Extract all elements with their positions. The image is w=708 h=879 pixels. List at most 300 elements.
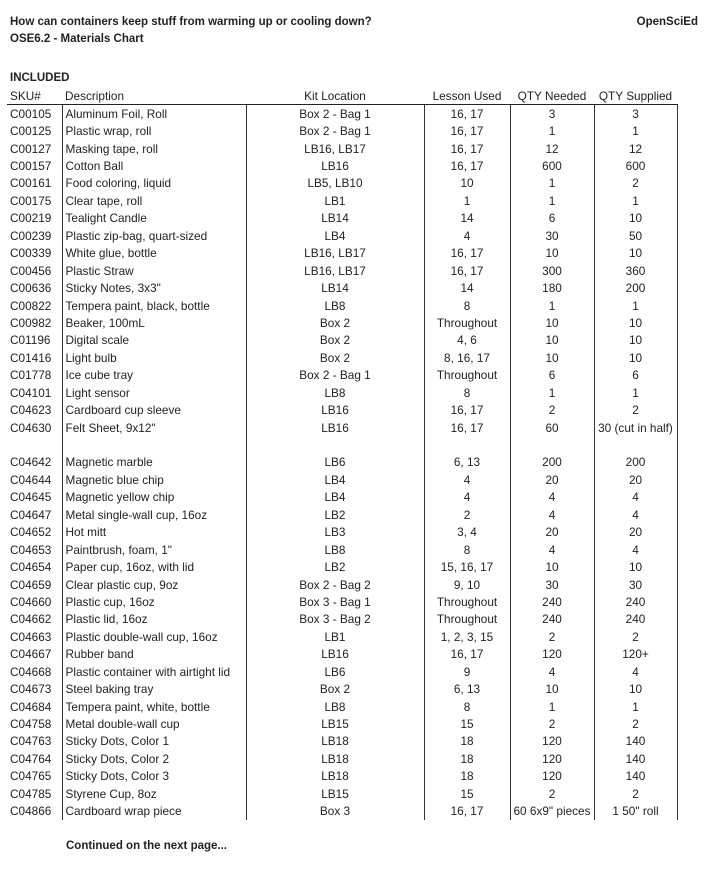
cell-qty-supplied: 2	[594, 628, 677, 645]
cell-sku: C04101	[10, 385, 52, 400]
cell-description: Sticky Dots, Color 2	[62, 750, 246, 767]
table-row	[7, 297, 677, 314]
cell-qty-needed: 30	[545, 577, 559, 592]
cell-sku: C01778	[10, 368, 52, 383]
cell-description: Plastic cup, 16oz	[62, 593, 246, 610]
cell-description: Rubber band	[62, 646, 246, 663]
page-title: How can containers keep stuff from warming up or cooling down?	[10, 16, 372, 28]
table-header-row	[7, 88, 677, 105]
cell-kit-location: LB16, LB17	[304, 263, 366, 278]
table-row	[7, 314, 677, 331]
cell-lesson-used: 15	[424, 715, 510, 732]
cell-qty-needed: 1	[548, 193, 556, 208]
cell-qty-supplied: 1	[594, 384, 677, 401]
cell-description: Beaker, 100mL	[62, 314, 246, 331]
table-row	[7, 332, 677, 349]
cell-kit-location: LB16	[321, 647, 349, 662]
cell-qty-supplied: 1	[594, 122, 677, 139]
table-row	[7, 245, 677, 262]
cell-qty-supplied: 4	[594, 663, 677, 680]
table-row	[7, 733, 677, 750]
cell-qty-needed: 20	[545, 472, 559, 487]
cell-qty-supplied: 4	[594, 506, 677, 523]
cell-description: Tealight Candle	[62, 210, 246, 227]
cell-sku: C04645	[10, 490, 52, 505]
cell-qty-needed: 120	[542, 647, 562, 662]
cell-kit-location: LB16, LB17	[304, 246, 366, 261]
cell-qty-needed: 240	[542, 612, 562, 627]
cell-qty-supplied: 1 50" roll	[594, 803, 677, 820]
cell-kit-location: Box 3 - Bag 2	[299, 612, 371, 627]
cell-qty-needed: 4	[548, 664, 556, 679]
cell-qty-needed: 10	[545, 315, 559, 330]
cell-kit-location: LB8	[324, 699, 346, 714]
cell-kit-location: LB2	[324, 507, 346, 522]
cell-qty-needed: 10	[545, 246, 559, 261]
cell-lesson-used: 14	[424, 279, 510, 296]
cell-qty-supplied: 12	[594, 140, 677, 157]
table-row	[7, 768, 677, 785]
cell-qty-needed: 240	[542, 594, 562, 609]
cell-qty-supplied: 3	[594, 105, 677, 123]
cell-qty-needed: 1	[548, 176, 556, 191]
table-row	[7, 279, 677, 296]
cell-lesson-used: 6, 13	[424, 454, 510, 471]
cell-sku: C04647	[10, 507, 52, 522]
cell-kit-location: LB18	[321, 734, 349, 749]
cell-qty-supplied: 140	[594, 750, 677, 767]
cell-qty-needed: 2	[548, 629, 556, 644]
cell-sku: C04654	[10, 560, 52, 575]
cell-qty-supplied: 30 (cut in half)	[594, 419, 677, 436]
cell-lesson-used: 9	[424, 663, 510, 680]
cell-lesson-used: 8	[424, 698, 510, 715]
cell-kit-location: LB1	[324, 629, 346, 644]
cell-sku: C00161	[10, 176, 52, 191]
cell-lesson-used: 16, 17	[424, 803, 510, 820]
cell-sku: C04763	[10, 734, 52, 749]
cell-description: Steel baking tray	[62, 680, 246, 697]
cell-description: Metal double-wall cup	[62, 715, 246, 732]
column-header-qty-supplied: QTY Supplied	[594, 88, 677, 105]
cell-qty-needed: 10	[545, 682, 559, 697]
cell-kit-location: LB16	[321, 403, 349, 418]
cell-qty-supplied: 2	[594, 785, 677, 802]
cell-qty-needed: 4	[548, 507, 556, 522]
cell-qty-supplied: 1	[594, 297, 677, 314]
spacer-cell	[424, 436, 510, 453]
section-label-included: INCLUDED	[10, 72, 70, 84]
cell-description: Plastic wrap, roll	[62, 122, 246, 139]
cell-description: Cardboard wrap piece	[62, 803, 246, 820]
cell-sku: C04663	[10, 629, 52, 644]
cell-qty-needed: 1	[548, 298, 556, 313]
table-row	[7, 646, 677, 663]
table-row	[7, 541, 677, 558]
brand-name: OpenSciEd	[636, 16, 698, 28]
table-row	[7, 715, 677, 732]
cell-lesson-used: 8	[424, 297, 510, 314]
cell-lesson-used: 16, 17	[424, 105, 510, 123]
cell-qty-supplied: 20	[594, 524, 677, 541]
cell-sku: C04758	[10, 717, 52, 732]
cell-kit-location: LB5, LB10	[307, 176, 363, 191]
cell-qty-supplied: 10	[594, 558, 677, 575]
cell-sku: C04667	[10, 647, 52, 662]
cell-qty-needed: 600	[542, 159, 562, 174]
cell-sku: C04668	[10, 664, 52, 679]
cell-kit-location: Box 3 - Bag 1	[299, 594, 371, 609]
cell-sku: C00127	[10, 141, 52, 156]
cell-qty-needed: 4	[548, 542, 556, 557]
cell-qty-supplied: 200	[594, 454, 677, 471]
cell-sku: C01416	[10, 350, 52, 365]
cell-qty-supplied: 10	[594, 245, 677, 262]
table-row	[7, 349, 677, 366]
column-header-kit-location: Kit Location	[246, 88, 424, 105]
cell-lesson-used: 16, 17	[424, 646, 510, 663]
table-row	[7, 122, 677, 139]
cell-sku: C04630	[10, 420, 52, 435]
cell-description: Magnetic blue chip	[62, 471, 246, 488]
cell-qty-supplied: 50	[594, 227, 677, 244]
cell-lesson-used: 16, 17	[424, 157, 510, 174]
cell-kit-location: LB18	[321, 751, 349, 766]
cell-sku: C04684	[10, 699, 52, 714]
cell-description: Sticky Notes, 3x3"	[62, 279, 246, 296]
cell-description: Aluminum Foil, Roll	[62, 105, 246, 123]
cell-qty-supplied: 30	[594, 576, 677, 593]
cell-qty-needed: 1	[548, 699, 556, 714]
cell-qty-needed: 10	[545, 350, 559, 365]
materials-table-body	[7, 105, 677, 820]
table-row	[7, 105, 677, 123]
cell-sku: C04623	[10, 403, 52, 418]
cell-qty-needed: 4	[548, 490, 556, 505]
table-row	[7, 558, 677, 575]
cell-lesson-used: Throughout	[424, 593, 510, 610]
cell-sku: C00105	[10, 106, 52, 121]
column-header-lesson-used: Lesson Used	[424, 88, 510, 105]
cell-lesson-used: 15	[424, 785, 510, 802]
cell-sku: C00456	[10, 263, 52, 278]
cell-qty-supplied: 1	[594, 698, 677, 715]
cell-sku: C04673	[10, 682, 52, 697]
cell-sku: C00219	[10, 211, 52, 226]
cell-kit-location: LB8	[324, 385, 346, 400]
cell-sku: C04785	[10, 786, 52, 801]
table-row	[7, 524, 677, 541]
cell-sku: C00157	[10, 159, 52, 174]
cell-lesson-used: 6, 13	[424, 680, 510, 697]
table-row	[7, 384, 677, 401]
cell-qty-needed: 10	[545, 333, 559, 348]
cell-sku: C00982	[10, 315, 52, 330]
cell-description: Felt Sheet, 9x12"	[62, 419, 246, 436]
cell-qty-needed: 2	[548, 786, 556, 801]
cell-description: Cardboard cup sleeve	[62, 401, 246, 418]
cell-qty-supplied: 600	[594, 157, 677, 174]
cell-lesson-used: 10	[424, 175, 510, 192]
cell-kit-location: Box 2 - Bag 1	[299, 368, 371, 383]
cell-sku: C04653	[10, 542, 52, 557]
cell-lesson-used: 1	[424, 192, 510, 209]
cell-sku: C00822	[10, 298, 52, 313]
cell-qty-supplied: 1	[594, 192, 677, 209]
cell-sku: C00636	[10, 281, 52, 296]
cell-qty-supplied: 4	[594, 489, 677, 506]
cell-lesson-used: 18	[424, 733, 510, 750]
cell-qty-supplied: 240	[594, 611, 677, 628]
cell-qty-supplied: 360	[594, 262, 677, 279]
cell-kit-location: LB8	[324, 298, 346, 313]
cell-qty-supplied: 2	[594, 715, 677, 732]
cell-kit-location: Box 3	[319, 804, 351, 819]
cell-kit-location: LB18	[321, 769, 349, 784]
cell-lesson-used: 15, 16, 17	[424, 558, 510, 575]
cell-kit-location: LB6	[324, 664, 346, 679]
cell-qty-supplied: 140	[594, 733, 677, 750]
cell-description: Styrene Cup, 8oz	[62, 785, 246, 802]
cell-description: Cotton Ball	[62, 157, 246, 174]
cell-kit-location: Box 2 - Bag 1	[299, 106, 371, 121]
cell-kit-location: Box 2 - Bag 2	[299, 577, 371, 592]
cell-qty-needed: 120	[542, 734, 562, 749]
cell-description: Plastic zip-bag, quart-sized	[62, 227, 246, 244]
cell-qty-supplied: 6	[594, 367, 677, 384]
cell-qty-supplied: 4	[594, 541, 677, 558]
cell-qty-needed: 12	[545, 141, 559, 156]
cell-qty-supplied: 10	[594, 332, 677, 349]
cell-description: Magnetic yellow chip	[62, 489, 246, 506]
cell-qty-supplied: 2	[594, 401, 677, 418]
cell-sku: C04659	[10, 577, 52, 592]
cell-description: Light bulb	[62, 349, 246, 366]
table-row	[7, 157, 677, 174]
table-row	[7, 140, 677, 157]
cell-description: Tempera paint, black, bottle	[62, 297, 246, 314]
cell-qty-needed: 120	[542, 769, 562, 784]
cell-qty-supplied: 140	[594, 768, 677, 785]
cell-lesson-used: 8	[424, 541, 510, 558]
cell-lesson-used: 2	[424, 506, 510, 523]
table-row	[7, 454, 677, 471]
cell-description: Ice cube tray	[62, 367, 246, 384]
cell-sku: C04644	[10, 472, 52, 487]
cell-qty-needed: 2	[548, 403, 556, 418]
cell-kit-location: LB2	[324, 560, 346, 575]
spacer-cell	[594, 436, 677, 453]
cell-kit-location: LB16, LB17	[304, 141, 366, 156]
cell-description: Plastic container with airtight lid	[62, 663, 246, 680]
cell-description: Hot mitt	[62, 524, 246, 541]
cell-lesson-used: 9, 10	[424, 576, 510, 593]
cell-description: Metal single-wall cup, 16oz	[62, 506, 246, 523]
cell-description: Clear tape, roll	[62, 192, 246, 209]
table-row	[7, 750, 677, 767]
spacer-cell	[62, 436, 246, 453]
cell-lesson-used: 8	[424, 384, 510, 401]
table-row	[7, 401, 677, 418]
table-row	[7, 489, 677, 506]
table-row	[7, 663, 677, 680]
page-subtitle: OSE6.2 - Materials Chart	[10, 33, 144, 45]
cell-lesson-used: 4	[424, 227, 510, 244]
cell-lesson-used: 16, 17	[424, 419, 510, 436]
table-row	[7, 367, 677, 384]
cell-sku: C04662	[10, 612, 52, 627]
cell-qty-needed: 60 6x9" pieces	[513, 804, 591, 819]
table-row	[7, 227, 677, 244]
cell-lesson-used: Throughout	[424, 611, 510, 628]
cell-lesson-used: 18	[424, 768, 510, 785]
table-row	[7, 628, 677, 645]
cell-kit-location: Box 2	[319, 315, 351, 330]
column-header-description: Description	[62, 88, 246, 105]
cell-description: Sticky Dots, Color 1	[62, 733, 246, 750]
cell-qty-needed: 120	[542, 751, 562, 766]
cell-kit-location: LB14	[321, 281, 349, 296]
spacer-cell	[510, 436, 594, 453]
cell-kit-location: Box 2	[319, 333, 351, 348]
cell-sku: C04764	[10, 751, 52, 766]
cell-kit-location: LB8	[324, 542, 346, 557]
cell-kit-location: LB4	[324, 490, 346, 505]
table-row	[7, 175, 677, 192]
column-header-qty-needed: QTY Needed	[510, 88, 594, 105]
cell-lesson-used: 8, 16, 17	[424, 349, 510, 366]
continued-note: Continued on the next page...	[66, 840, 227, 852]
cell-kit-location: LB16	[321, 159, 349, 174]
cell-description: Digital scale	[62, 332, 246, 349]
cell-qty-needed: 180	[542, 281, 562, 296]
table-row	[7, 680, 677, 697]
cell-qty-supplied: 120+	[594, 646, 677, 663]
table-row	[7, 785, 677, 802]
materials-table	[7, 88, 678, 820]
cell-kit-location: Box 2	[319, 350, 351, 365]
cell-kit-location: Box 2 - Bag 1	[299, 124, 371, 139]
cell-lesson-used: Throughout	[424, 367, 510, 384]
cell-description: Light sensor	[62, 384, 246, 401]
cell-qty-supplied: 200	[594, 279, 677, 296]
cell-kit-location: LB16	[321, 420, 349, 435]
cell-sku: C01196	[10, 333, 51, 348]
cell-kit-location: LB6	[324, 455, 346, 470]
spacer-cell	[7, 436, 62, 453]
cell-description: Food coloring, liquid	[62, 175, 246, 192]
cell-lesson-used: 1, 2, 3, 15	[424, 628, 510, 645]
cell-qty-needed: 30	[545, 228, 559, 243]
cell-sku: C04866	[10, 804, 52, 819]
cell-qty-needed: 2	[548, 717, 556, 732]
cell-qty-supplied: 10	[594, 680, 677, 697]
table-spacer-row	[7, 436, 677, 453]
cell-kit-location: LB1	[324, 193, 346, 208]
table-row	[7, 698, 677, 715]
cell-sku: C00239	[10, 228, 52, 243]
cell-qty-supplied: 2	[594, 175, 677, 192]
cell-qty-needed: 3	[548, 106, 556, 121]
cell-kit-location: LB14	[321, 211, 349, 226]
cell-lesson-used: 16, 17	[424, 401, 510, 418]
spacer-cell	[246, 436, 424, 453]
table-row	[7, 262, 677, 279]
cell-sku: C04642	[10, 455, 52, 470]
table-row	[7, 192, 677, 209]
cell-qty-needed: 20	[545, 525, 559, 540]
cell-qty-needed: 60	[545, 420, 559, 435]
table-row	[7, 506, 677, 523]
cell-description: Sticky Dots, Color 3	[62, 768, 246, 785]
cell-lesson-used: 18	[424, 750, 510, 767]
cell-description: Tempera paint, white, bottle	[62, 698, 246, 715]
cell-lesson-used: 4	[424, 471, 510, 488]
cell-description: Masking tape, roll	[62, 140, 246, 157]
cell-qty-supplied: 10	[594, 210, 677, 227]
cell-lesson-used: 16, 17	[424, 245, 510, 262]
cell-lesson-used: 16, 17	[424, 140, 510, 157]
cell-description: Paintbrush, foam, 1"	[62, 541, 246, 558]
cell-lesson-used: 4, 6	[424, 332, 510, 349]
table-row	[7, 593, 677, 610]
table-row	[7, 803, 677, 820]
cell-kit-location: LB4	[324, 228, 346, 243]
table-row	[7, 576, 677, 593]
table-row	[7, 471, 677, 488]
cell-sku: C04660	[10, 594, 52, 609]
cell-lesson-used: 16, 17	[424, 262, 510, 279]
cell-sku: C00125	[10, 124, 52, 139]
cell-lesson-used: 14	[424, 210, 510, 227]
cell-qty-supplied: 10	[594, 314, 677, 331]
cell-description: Paper cup, 16oz, with lid	[62, 558, 246, 575]
cell-description: Plastic lid, 16oz	[62, 611, 246, 628]
cell-lesson-used: 4	[424, 489, 510, 506]
table-row	[7, 611, 677, 628]
table-row	[7, 419, 677, 436]
cell-sku: C04765	[10, 769, 52, 784]
cell-kit-location: LB3	[324, 525, 346, 540]
cell-description: Clear plastic cup, 9oz	[62, 576, 246, 593]
cell-qty-needed: 6	[548, 211, 556, 226]
cell-description: Magnetic marble	[62, 454, 246, 471]
cell-description: Plastic Straw	[62, 262, 246, 279]
cell-sku: C04652	[10, 525, 52, 540]
cell-lesson-used: 16, 17	[424, 122, 510, 139]
cell-kit-location: LB15	[321, 717, 349, 732]
cell-kit-location: Box 2	[319, 682, 351, 697]
cell-kit-location: LB4	[324, 472, 346, 487]
cell-description: Plastic double-wall cup, 16oz	[62, 628, 246, 645]
page-header	[10, 14, 698, 50]
cell-qty-needed: 6	[548, 368, 556, 383]
cell-lesson-used: Throughout	[424, 314, 510, 331]
cell-qty-supplied: 10	[594, 349, 677, 366]
cell-sku: C00175	[10, 193, 52, 208]
cell-lesson-used: 3, 4	[424, 524, 510, 541]
cell-qty-supplied: 240	[594, 593, 677, 610]
cell-description: White glue, bottle	[62, 245, 246, 262]
cell-sku: C00339	[10, 246, 52, 261]
cell-qty-needed: 1	[548, 385, 556, 400]
cell-qty-needed: 300	[542, 263, 562, 278]
column-header-sku: SKU#	[7, 88, 62, 105]
cell-qty-needed: 1	[548, 124, 556, 139]
cell-qty-needed: 200	[542, 455, 562, 470]
table-row	[7, 210, 677, 227]
cell-qty-supplied: 20	[594, 471, 677, 488]
